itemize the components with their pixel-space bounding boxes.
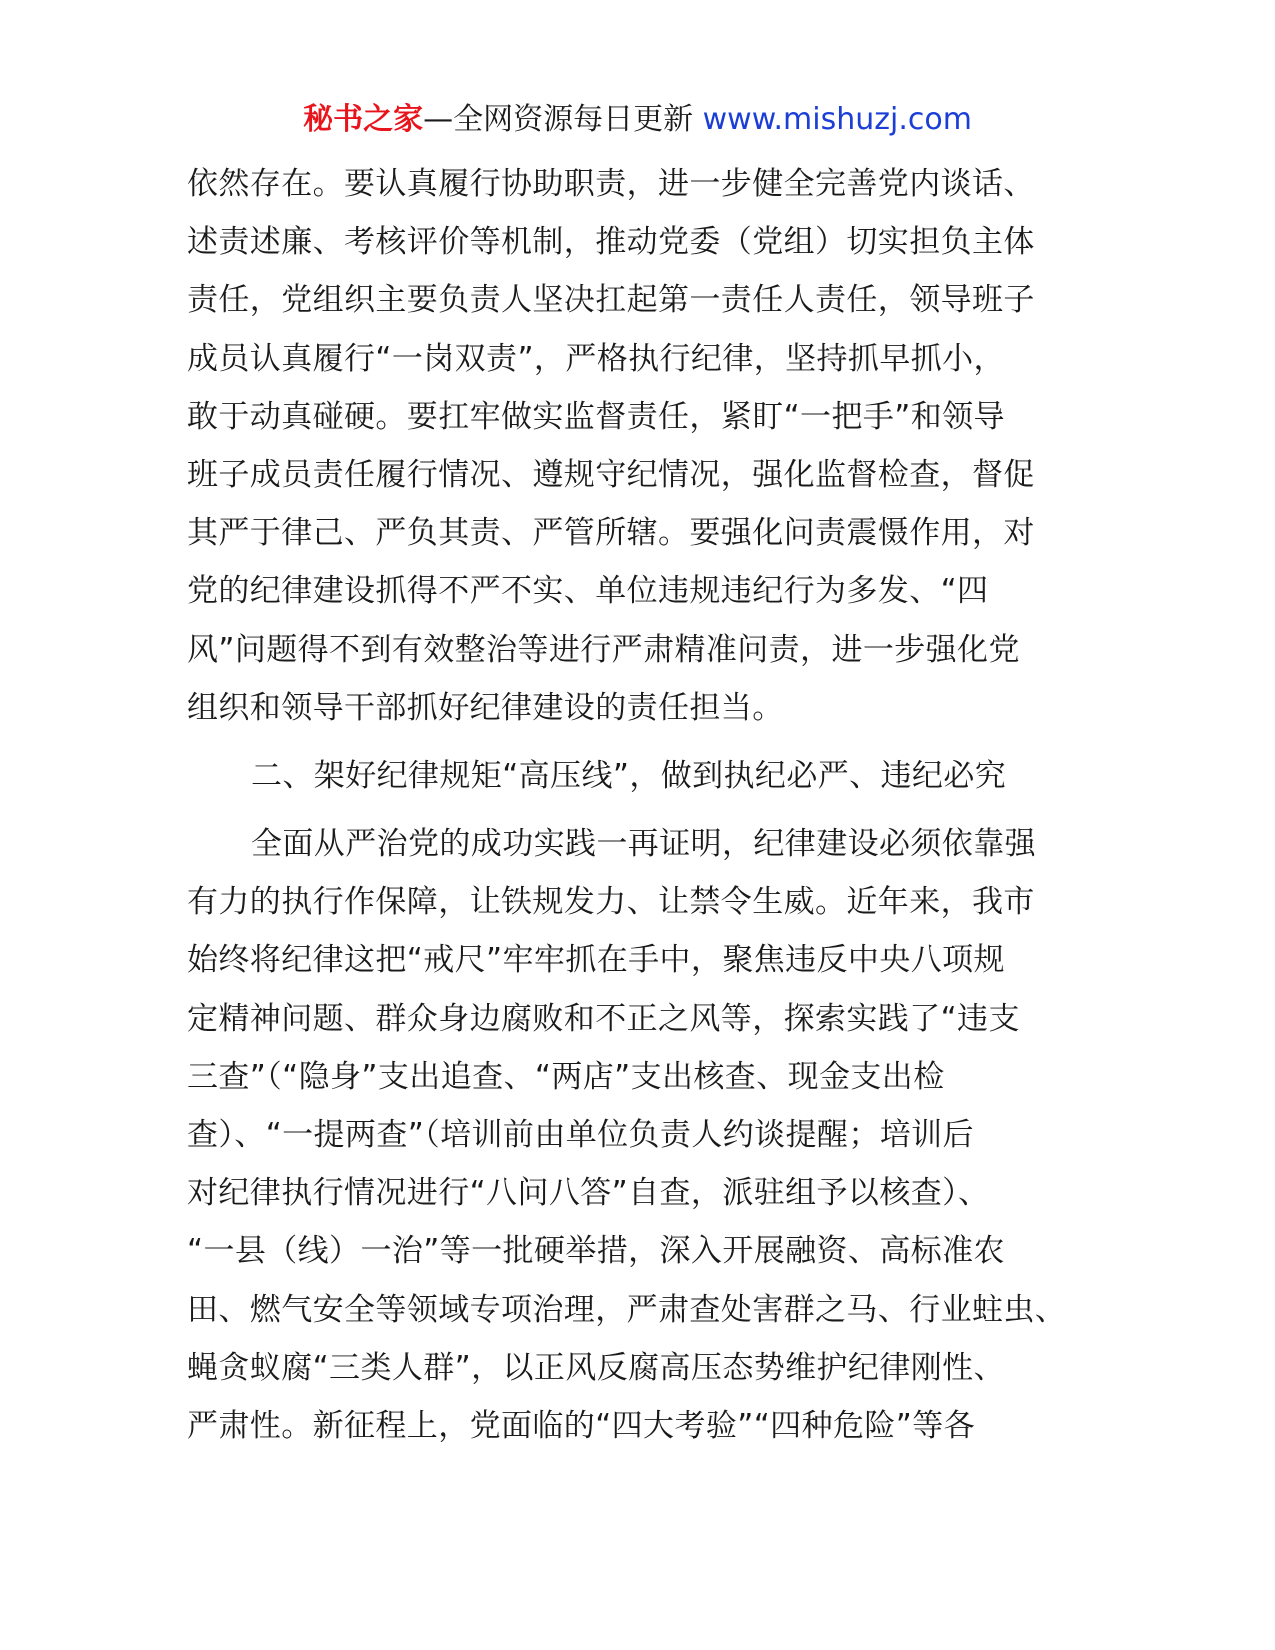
brand-name: 秘书之家: [303, 102, 424, 137]
text-line: 成员认真履行“一岗双责”，严格执行纪律，坚持抓早抓小，: [187, 340, 1005, 377]
text-line: 风”问题得不到有效整治等进行严肃精准问责，进一步强化党: [187, 631, 1020, 668]
text-line: 田、燃气安全等领域专项治理，严肃查处害群之马、行业蛀虫、: [187, 1291, 1067, 1328]
text-line: 蝇贪蚁腐“三类人群”，以正风反腐高压态势维护纪律刚性、: [187, 1349, 1005, 1386]
section-heading: 二、架好纪律规矩“高压线”，做到执纪必严、违纪必究: [251, 757, 1007, 794]
text-line: 有力的执行作保障，让铁规发力、让禁令生威。近年来，我市: [187, 884, 1035, 921]
header-url-link[interactable]: www.mishuzj.com: [702, 102, 972, 137]
text-line: 定精神问题、群众身边腐败和不正之风等，探索实践了“违支: [187, 1000, 1020, 1037]
text-line: 依然存在。要认真履行协助职责，进一步健全完善党内谈话、: [187, 166, 1035, 202]
text-line: 党的纪律建设抓得不严不实、单位违规违纪行为多发、“四: [187, 573, 989, 610]
text-line: 组织和领导干部抓好纪律建设的责任担当。: [187, 689, 784, 726]
text-line: 查）、“一提两查”（培训前由单位负责人约谈提醒；培训后: [187, 1117, 974, 1153]
text-line: 始终将纪律这把“戒尺”牢牢抓在手中，聚焦违反中央八项规: [187, 942, 1005, 979]
text-line: 严肃性。新征程上，党面临的“四大考验”“四种危险”等各: [187, 1407, 976, 1444]
text-line: 责任，党组织主要负责人坚决扛起第一责任人责任，领导班子: [187, 282, 1035, 319]
text-line: 述责述廉、考核评价等机制，推动党委（党组）切实担负主体: [187, 224, 1035, 261]
document-body: [187, 155, 1092, 1455]
text-line: 班子成员责任履行情况、遵规守纪情况，强化监督检查，督促: [187, 456, 1035, 493]
text-line: “一县（线）一治”等一批硬举措，深入开展融资、高标准农: [187, 1233, 1005, 1270]
text-line: 敢于动真碰硬。要扛牢做实监督责任，紧盯“一把手”和领导: [187, 398, 1005, 435]
paragraph-first-line: 全面从严治党的成功实践一再证明，纪律建设必须依靠强: [251, 826, 1036, 863]
text-line: 其严于律己、严负其责、严管所辖。要强化问责震慑作用，对: [187, 515, 1035, 552]
text-line: 对纪律执行情况进行“八问八答”自查，派驻组予以核查）、: [187, 1175, 990, 1212]
text-line: 三查”（“隐身”支出追查、“两店”支出核查、现金支出检: [187, 1058, 945, 1095]
header-tagline: —全网资源每日更新: [423, 102, 703, 137]
page-header: [0, 100, 1275, 140]
